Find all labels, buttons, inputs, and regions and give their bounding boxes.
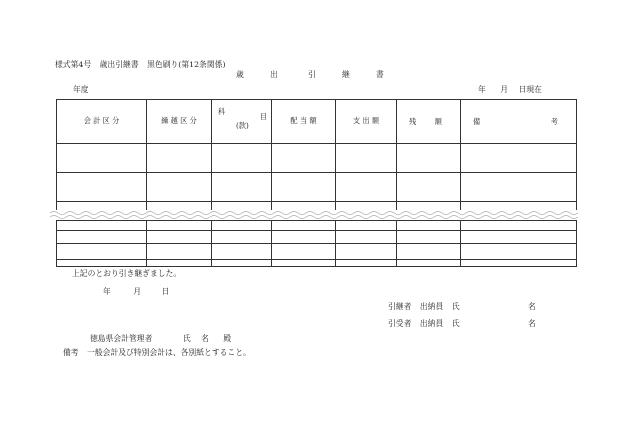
- table-row: [57, 143, 577, 172]
- transferor-role: 出納員: [419, 302, 444, 311]
- col-balance: [397, 100, 461, 144]
- remarks-kou: 考: [550, 117, 558, 127]
- transferor-mei: 名: [528, 302, 536, 311]
- note-text: 一般会計及び特別会計は、各別紙とすること。: [87, 348, 251, 357]
- transferee-label: 引受者: [388, 319, 412, 328]
- as-of-date: [478, 84, 542, 95]
- title-char-1: 歳: [236, 70, 244, 79]
- kamoku-kan: (款): [236, 121, 249, 131]
- transferee-line: [388, 318, 548, 329]
- table-break-wave: [50, 210, 582, 220]
- transferor-line: [388, 301, 548, 312]
- title-char-4: 継: [342, 70, 350, 79]
- as-of-day-current: 日現在: [518, 85, 542, 94]
- table-row: [57, 221, 577, 244]
- addressee-line: [90, 333, 231, 344]
- table-row: [57, 244, 577, 267]
- col-allotment: 配 当 額: [272, 100, 336, 144]
- col-kamoku: [212, 100, 272, 144]
- addressee-org: 徳島県会計管理者: [90, 334, 153, 343]
- transferee-role: 出納員: [419, 319, 444, 328]
- title-char-5: 書: [376, 70, 384, 79]
- addressee-mei: 名: [201, 334, 209, 343]
- table-break-band: [50, 210, 582, 220]
- form-number: [55, 59, 226, 70]
- kamoku-ka: 科: [218, 107, 226, 117]
- form-name: 歳出引継書: [99, 60, 139, 69]
- transfer-date-month: 月: [133, 287, 142, 296]
- col-expenditure: 支 出 額: [336, 100, 397, 144]
- clause-reference: (第12条関係): [178, 60, 226, 69]
- transfer-statement: 上記のとおり引き継ぎました。: [72, 269, 182, 278]
- balance-gaku: 額: [434, 117, 442, 127]
- print-note: 黒色刷り: [147, 60, 179, 69]
- transferee-shi: 氏: [451, 319, 460, 328]
- table-row: [57, 172, 577, 201]
- note-label: 備考: [63, 348, 79, 357]
- transfer-date-year: 年: [103, 287, 111, 296]
- remarks-bi: 備: [473, 117, 481, 127]
- addressee-shi: 氏: [182, 334, 191, 343]
- col-account-class: 会 計 区 分: [57, 100, 147, 144]
- transferor-label: 引継者: [388, 302, 412, 311]
- col-carryover-class: 繰 越 区 分: [147, 100, 212, 144]
- note-line: [63, 347, 251, 358]
- col-remarks: [461, 100, 577, 144]
- addressee-honorific: 殿: [223, 334, 232, 343]
- fiscal-year-label: 年度: [73, 85, 89, 94]
- transferor-shi: 氏: [451, 302, 460, 311]
- kamoku-moku: 目: [259, 112, 267, 122]
- transfer-date-day: 日: [161, 287, 170, 296]
- transfer-date: [103, 286, 169, 297]
- as-of-month: 月: [500, 85, 509, 94]
- as-of-year: 年: [478, 85, 486, 94]
- transferee-mei: 名: [528, 319, 536, 328]
- form-number-text: 様式第4号: [55, 60, 92, 69]
- carryover-table-lower: [56, 220, 577, 267]
- title-char-3: 引: [308, 70, 316, 79]
- balance-zan: 残: [409, 117, 417, 127]
- title-char-2: 出: [270, 70, 278, 79]
